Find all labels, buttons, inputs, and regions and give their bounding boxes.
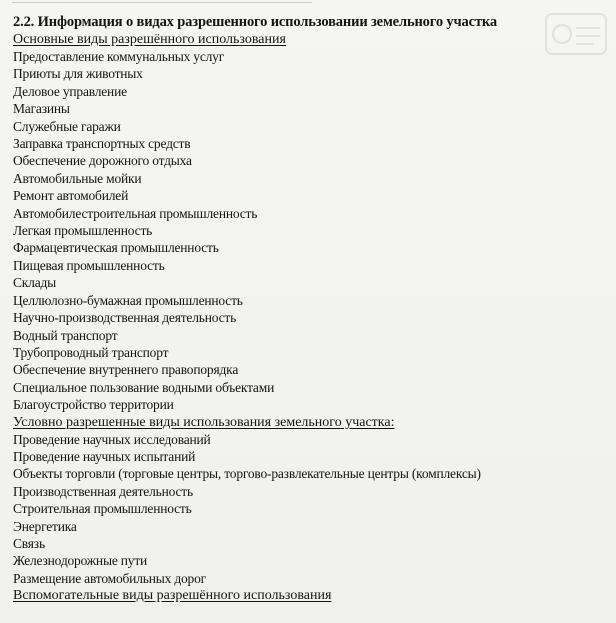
list-item: Пищевая промышленность <box>13 257 165 273</box>
list-item: Деловое управление <box>13 83 127 99</box>
list-item: Обеспечение внутреннего правопорядка <box>13 362 239 378</box>
list-item: Целлюлозно-бумажная промышленность <box>13 292 243 308</box>
list-item: Размещение автомобильных дорог <box>13 570 206 586</box>
list-item: Научно-производственная деятельность <box>13 310 237 326</box>
list-item: Производственная деятельность <box>13 483 193 499</box>
main-uses-list <box>13 48 608 414</box>
list-item: Автомобилестроительная промышленность <box>13 205 258 221</box>
list-item: Энергетика <box>13 518 77 534</box>
section-heading-main-uses: Основные виды разрешённого использования <box>13 32 286 47</box>
previous-page-fragment <box>12 0 312 3</box>
list-item: Фармацевтическая промышленность <box>13 240 219 256</box>
list-item: Ремонт автомобилей <box>13 188 129 204</box>
list-item: Служебные гаражи <box>13 118 121 134</box>
list-item: Строительная промышленность <box>13 501 192 517</box>
list-item: Легкая промышленность <box>13 223 153 239</box>
conditional-uses-list <box>13 431 608 588</box>
list-item: Связь <box>13 535 45 551</box>
list-item: Склады <box>13 275 57 291</box>
list-item: Предоставление коммунальных услуг <box>13 49 225 64</box>
list-item: Специальное пользование водными объектами <box>13 379 275 395</box>
section-heading-conditional-uses: Условно разрешенные виды использования земельного участка: <box>13 414 395 430</box>
document-title: 2.2. Информация о видах разрешенного использовании земельного участка <box>13 14 497 30</box>
list-item: Водный транспорт <box>13 327 118 343</box>
list-item: Автомобильные мойки <box>13 170 142 186</box>
list-item: Обеспечение дорожного отдыха <box>13 153 192 169</box>
list-item: Трубопроводный транспорт <box>13 344 169 360</box>
list-item: Благоустройство территории <box>13 397 174 413</box>
list-item: Заправка транспортных средств <box>13 136 191 152</box>
list-item: Объекты торговли (торговые центры, торгово-развлекательные центры (комплексы) <box>13 466 481 482</box>
document-body <box>13 14 608 604</box>
list-item: Железнодорожные пути <box>13 553 148 569</box>
list-item: Магазины <box>13 101 70 117</box>
list-item: Приюты для животных <box>13 66 143 82</box>
list-item: Проведение научных испытаний <box>13 448 196 464</box>
list-item: Проведение научных исследований <box>13 431 211 447</box>
section-heading-auxiliary-uses: Вспомогательные виды разрешённого использования <box>13 588 332 604</box>
